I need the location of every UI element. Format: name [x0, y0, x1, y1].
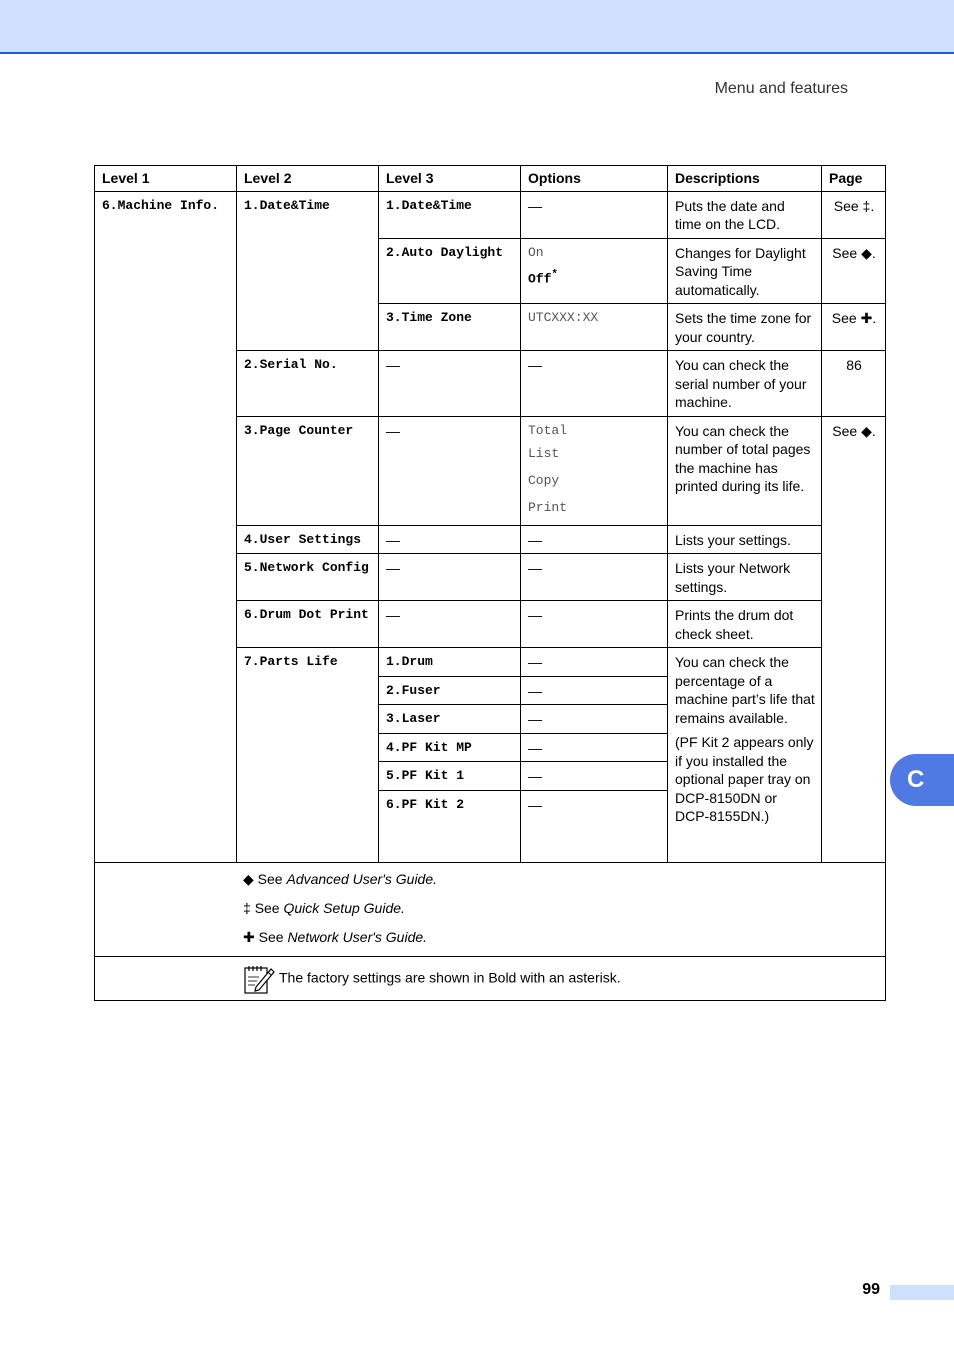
note-guide: Network User's Guide. [287, 928, 428, 945]
options-cell: — [521, 525, 668, 554]
options-cell: — [521, 601, 668, 648]
description-cell: Lists your settings. [668, 525, 822, 554]
option-value: Print [528, 499, 568, 515]
level3-cell: 2.Auto Daylight [379, 238, 521, 304]
note-guide: Advanced User's Guide. [286, 870, 438, 887]
section-title: Menu and features [714, 80, 848, 97]
options-cell [521, 416, 668, 525]
page-number: 99 [862, 1281, 880, 1298]
default-asterisk: * [551, 268, 558, 281]
parts-life-note: (PF Kit 2 appears only if you installed the optional paper tray on DCP-8150DN or DCP-8155DN.) [675, 734, 814, 824]
level1-cell: 6.Machine Info. [95, 191, 237, 862]
note-prefix: See [254, 899, 280, 916]
options-cell: — [521, 351, 668, 417]
level3-cell: 1.Drum [379, 648, 521, 677]
options-cell: — [521, 733, 668, 762]
option-off-label: Off [528, 270, 552, 286]
note-prefix: See [257, 870, 283, 887]
description-cell: Changes for Daylight Saving Time automatically. [668, 238, 822, 304]
level3-cell: 3.Time Zone [379, 304, 521, 351]
table-header-row [95, 166, 886, 192]
level3-cell: 6.PF Kit 2 [379, 790, 521, 862]
option-value: Total [528, 422, 568, 438]
options-cell: — [521, 705, 668, 734]
option-value: Copy [528, 472, 560, 488]
level3-cell: — [379, 554, 521, 601]
note-line [243, 865, 879, 894]
options-cell: — [521, 676, 668, 705]
level3-cell: — [379, 601, 521, 648]
factory-note-cell [95, 956, 886, 1000]
note-line [243, 923, 879, 952]
column-header: Options [521, 166, 668, 192]
note-symbol: ✚ [243, 928, 255, 945]
options-cell: — [521, 648, 668, 677]
page-cell: See ◆. [822, 416, 886, 862]
parts-life-description: You can check the percentage of a machine part’s life that remains available. [675, 654, 815, 726]
level2-cell: 1.Date&Time [237, 191, 379, 351]
level2-cell: 7.Parts Life [237, 648, 379, 863]
description-cell: Lists your Network settings. [668, 554, 822, 601]
level2-cell: 6.Drum Dot Print [237, 601, 379, 648]
note-symbol: ◆ [243, 870, 254, 887]
footer-bar [890, 1285, 954, 1300]
level3-cell: 2.Fuser [379, 676, 521, 705]
level2-cell: 3.Page Counter [237, 416, 379, 525]
level3-cell: 3.Laser [379, 705, 521, 734]
column-header: Level 1 [95, 166, 237, 192]
level2-cell: 2.Serial No. [237, 351, 379, 417]
options-cell: UTCXXX:XX [521, 304, 668, 351]
options-cell: — [521, 762, 668, 791]
option-value: List [528, 445, 560, 461]
options-cell: — [521, 191, 668, 238]
level3-cell: 4.PF Kit MP [379, 733, 521, 762]
note-symbol: ‡ [243, 899, 251, 916]
option-value: On [528, 244, 544, 260]
page-cell: See ‡. [822, 191, 886, 238]
level3-cell: 5.PF Kit 1 [379, 762, 521, 791]
menu-table [94, 165, 886, 1001]
options-cell: — [521, 554, 668, 601]
level2-cell: 4.User Settings [237, 525, 379, 554]
option-value-default [528, 262, 661, 292]
notes-cell [95, 862, 886, 956]
description-cell [668, 648, 822, 863]
factory-note-row [95, 956, 886, 1000]
note-prefix: See [258, 928, 284, 945]
description-cell: Puts the date and time on the LCD. [668, 191, 822, 238]
column-header: Level 2 [237, 166, 379, 192]
column-header: Descriptions [668, 166, 822, 192]
top-header-band [0, 0, 954, 54]
chapter-tab: C [890, 754, 954, 806]
options-cell: — [521, 790, 668, 862]
level3-cell: — [379, 351, 521, 417]
level3-cell: 1.Date&Time [379, 191, 521, 238]
column-header: Page [822, 166, 886, 192]
level3-cell: — [379, 416, 521, 525]
page-cell: 86 [822, 351, 886, 417]
description-cell: You can check the number of total pages the machine has printed during its life. [668, 416, 822, 525]
note-pencil-icon [243, 963, 275, 995]
notes-row [95, 862, 886, 956]
page-cell: See ✚. [822, 304, 886, 351]
note-guide: Quick Setup Guide. [283, 899, 405, 916]
table-row [95, 191, 886, 238]
description-cell: You can check the serial number of your machine. [668, 351, 822, 417]
level3-cell: — [379, 525, 521, 554]
level2-cell: 5.Network Config [237, 554, 379, 601]
description-cell: Prints the drum dot check sheet. [668, 601, 822, 648]
options-cell [521, 238, 668, 304]
factory-note-text: The factory settings are shown in Bold with an asterisk. [279, 969, 621, 986]
page-cell: See ◆. [822, 238, 886, 304]
note-line [243, 894, 879, 923]
description-cell: Sets the time zone for your country. [668, 304, 822, 351]
column-header: Level 3 [379, 166, 521, 192]
